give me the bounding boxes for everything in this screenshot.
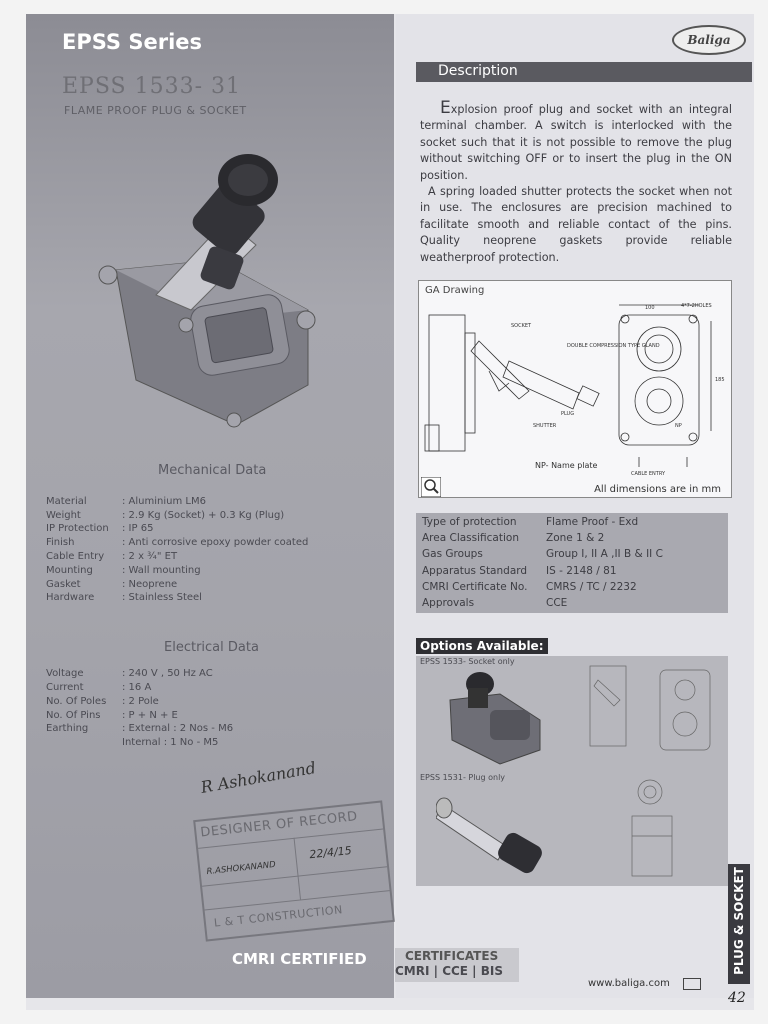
brand-logo: Baliga bbox=[672, 25, 746, 55]
side-view bbox=[425, 315, 599, 451]
product-subtitle: FLAME PROOF PLUG & SOCKET bbox=[64, 104, 247, 117]
spec-value: CCE bbox=[546, 597, 568, 609]
ga-label-np: NP bbox=[675, 423, 682, 429]
description-p1: xplosion proof plug and socket with an integral terminal chamber. A switch is interlocked with the socket such that it is not possible to remove the plug without switching OFF or to insert the plug in the ON position. bbox=[420, 103, 732, 182]
electrical-data-title: Electrical Data bbox=[164, 640, 259, 655]
ga-label-dim100: 100 bbox=[645, 305, 655, 311]
electrical-value: Internal : 1 No - M5 bbox=[122, 737, 219, 748]
handwritten-signature: R Ashokanand bbox=[199, 758, 318, 797]
certificates-title: CERTIFICATES bbox=[405, 949, 499, 963]
ga-nameplate-note: NP- Name plate bbox=[535, 461, 598, 470]
option-plug-image bbox=[436, 790, 556, 880]
spec-value: Group I, II A ,II B & II C bbox=[546, 548, 663, 560]
side-tab bbox=[728, 864, 750, 984]
mechanical-key: Finish bbox=[46, 537, 75, 548]
mechanical-value: : Anti corrosive epoxy powder coated bbox=[122, 537, 309, 548]
electrical-key: No. Of Poles bbox=[46, 696, 107, 707]
electrical-key: Voltage bbox=[46, 668, 84, 679]
mechanical-value: : Stainless Steel bbox=[122, 592, 202, 603]
description-text bbox=[420, 100, 732, 266]
stamp-company: L & T CONSTRUCTION bbox=[213, 903, 344, 930]
ga-label-shutter: SHUTTER bbox=[533, 423, 557, 429]
electrical-value: : 16 A bbox=[122, 682, 152, 693]
zoom-icon[interactable] bbox=[421, 477, 441, 497]
ga-label-plug: PLUG bbox=[561, 411, 575, 417]
electrical-value: : 240 V , 50 Hz AC bbox=[122, 668, 213, 679]
model-number: EPSS 1533- 31 bbox=[62, 74, 242, 99]
option-plug-drawing bbox=[600, 776, 720, 884]
mechanical-key: Material bbox=[46, 496, 87, 507]
envelope-icon bbox=[683, 978, 701, 990]
electrical-value: : 2 Pole bbox=[122, 696, 159, 707]
mechanical-key: Weight bbox=[46, 510, 81, 521]
mechanical-value: : 2.9 Kg (Socket) + 0.3 Kg (Plug) bbox=[122, 510, 285, 521]
stamp-name: R.ASHOKANAND bbox=[206, 859, 277, 878]
mechanical-value: : Wall mounting bbox=[122, 565, 201, 576]
product-photo bbox=[96, 150, 326, 440]
stamp-heading: DESIGNER OF RECORD bbox=[199, 809, 359, 841]
electrical-key: Current bbox=[46, 682, 84, 693]
spec-key: Approvals bbox=[422, 597, 475, 609]
spec-key: Apparatus Standard bbox=[422, 565, 528, 577]
side-tab-label: PLUG & SOCKET bbox=[732, 867, 746, 975]
spec-key: Type of protection bbox=[422, 516, 517, 528]
ga-label-cable-entry: CABLE ENTRY bbox=[631, 471, 666, 477]
options-title: Options Available: bbox=[416, 638, 548, 654]
certificates-list: CMRI | CCE | BIS bbox=[395, 964, 503, 978]
mechanical-key: Mounting bbox=[46, 565, 93, 576]
spec-key: Area Classification bbox=[422, 532, 519, 544]
mechanical-value: : Neoprene bbox=[122, 579, 178, 590]
mechanical-data-title: Mechanical Data bbox=[158, 463, 267, 478]
electrical-value: : External : 2 Nos - M6 bbox=[122, 723, 234, 734]
ga-label-socket: SOCKET bbox=[511, 323, 532, 329]
cmri-certified: CMRI CERTIFIED bbox=[232, 950, 367, 968]
page-mark: 42 bbox=[728, 990, 746, 1006]
mechanical-key: Gasket bbox=[46, 579, 81, 590]
mechanical-key: Hardware bbox=[46, 592, 95, 603]
description-p2: A spring loaded shutter protects the socket when not in use. The enclosures are precision machined to facilitate smooth and reliable contact of the pins. Quality neoprene gaskets provide reliable weatherproof protection. bbox=[420, 185, 732, 264]
electrical-value: : P + N + E bbox=[122, 710, 178, 721]
drop-cap: E bbox=[440, 98, 451, 118]
front-view bbox=[619, 305, 711, 467]
ga-label-gland: DOUBLE COMPRESSION TYPE GLAND bbox=[567, 343, 660, 349]
series-title: EPSS Series bbox=[62, 30, 203, 54]
option-socket-drawing bbox=[580, 660, 720, 770]
spec-value: Flame Proof - Exd bbox=[546, 516, 639, 528]
website-link[interactable]: www.baliga.com bbox=[588, 978, 670, 989]
mechanical-value: : 2 x ¾" ET bbox=[122, 551, 178, 562]
mechanical-key: Cable Entry bbox=[46, 551, 105, 562]
mechanical-value: : Aluminium LM6 bbox=[122, 496, 206, 507]
mechanical-key: IP Protection bbox=[46, 523, 109, 534]
electrical-key: No. Of Pins bbox=[46, 710, 101, 721]
spec-value: IS - 2148 / 81 bbox=[546, 565, 617, 577]
spec-key: Gas Groups bbox=[422, 548, 483, 560]
option-plug-label: EPSS 1531- Plug only bbox=[420, 773, 506, 782]
ga-label-dim185: 185 bbox=[715, 377, 725, 383]
ga-label-holes: 4*7-2HOLES bbox=[681, 303, 712, 309]
mechanical-value: : IP 65 bbox=[122, 523, 154, 534]
designer-stamp bbox=[193, 800, 395, 941]
spec-key: CMRI Certificate No. bbox=[422, 581, 528, 593]
option-socket-image bbox=[440, 670, 550, 766]
spec-value: CMRS / TC / 2232 bbox=[546, 581, 637, 593]
ga-drawing-box bbox=[418, 280, 732, 498]
ga-dimensions-note: All dimensions are in mm bbox=[594, 484, 721, 495]
spec-value: Zone 1 & 2 bbox=[546, 532, 605, 544]
stamp-date: 22/4/15 bbox=[308, 843, 353, 862]
option-socket-label: EPSS 1533- Socket only bbox=[420, 657, 515, 666]
electrical-key: Earthing bbox=[46, 723, 89, 734]
description-title: Description bbox=[438, 63, 518, 79]
ga-drawing-title: GA Drawing bbox=[425, 285, 485, 296]
